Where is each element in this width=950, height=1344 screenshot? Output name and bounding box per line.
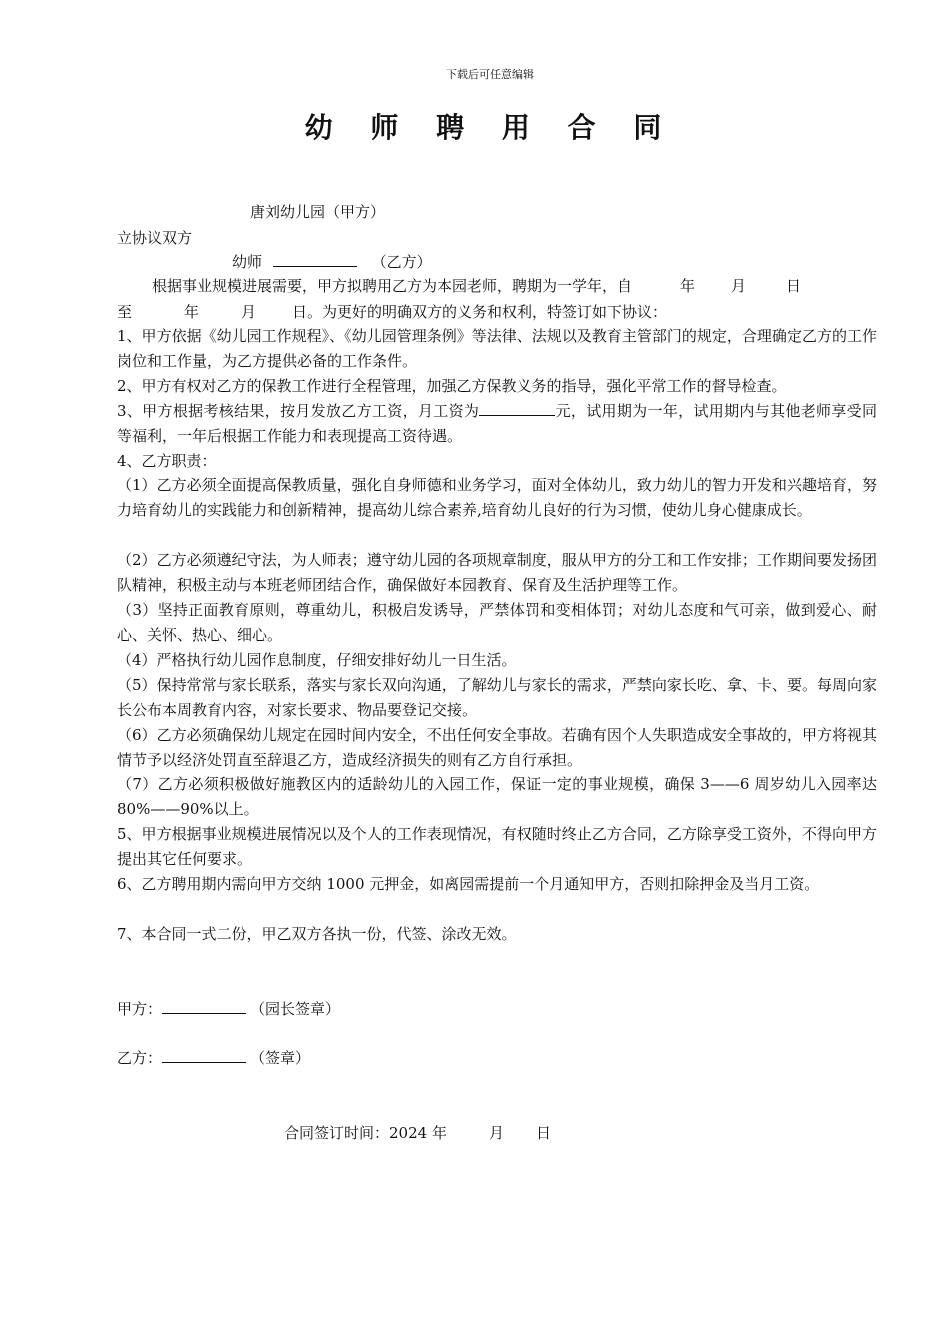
party-a-sign-note: （园长签章） [250, 1000, 341, 1018]
clause-4: 4、乙方职责： [117, 452, 217, 470]
parties-label: 立协议双方 [117, 229, 193, 247]
duty-4: （4）严格执行幼儿园作息制度，仔细安排好幼儿一日生活。 [117, 651, 517, 669]
party-b-prefix: 幼师 [232, 253, 263, 271]
signing-day-label: 日 [535, 1124, 551, 1142]
party-b-signature-blank[interactable] [162, 1047, 246, 1063]
duty-6: （6）乙方必须确保幼儿规定在园时间内安全，不出任何安全事故。若确有因个人失职造成安全事故的，甲方将视其情节予以经济处罚直至辞退乙方，造成经济损失的则有乙方自行承担。 [117, 726, 877, 769]
duty-1: （1）乙方必须全面提高保教质量，强化自身师德和业务学习，面对全体幼儿，致力幼儿的智力开发和兴趣培育，努力培育幼儿的实践能力和创新精神，提高幼儿综合素养,培育幼儿良好的行为习惯，使幼儿身心健康成长。 [117, 476, 877, 519]
clause-1: 1、甲方依据《幼儿园工作规程》、《幼儿园管理条例》等法律、法规以及教育主管部门的规定，合理确定乙方的工作岗位和工作量，为乙方提供必备的工作条件。 [117, 327, 877, 370]
party-b-suffix: （乙方） [371, 253, 432, 271]
signing-date-prefix: 合同签订时间：2024 年 [284, 1124, 447, 1142]
party-b-line [232, 251, 432, 272]
end-month-label: 月 [241, 303, 257, 321]
duty-2: （2）乙方必须遵纪守法，为人师表；遵守幼儿园的各项规章制度，服从甲方的分工和工作安排；工作期间要发扬团队精神，积极主动与本班老师团结合作，确保做好本园教育、保育及生活护理等工作。 [117, 551, 877, 594]
teacher-name-blank[interactable] [273, 251, 357, 267]
clause-6: 6、乙方聘用期内需向甲方交纳 1000 元押金，如离园需提前一个月通知甲方，否则扣除押金及当月工资。 [117, 875, 820, 893]
clause-2: 2、甲方有权对乙方的保教工作进行全程管理，加强乙方保教义务的指导，强化平常工作的督导检查。 [117, 377, 787, 395]
clause-5: 5、甲方根据事业规模进展情况以及个人的工作表现情况，有权随时终止乙方合同，乙方除享受工资外，不得向甲方提出其它任何要求。 [117, 825, 877, 868]
start-month-label: 月 [731, 277, 747, 295]
signature-party-a [117, 998, 340, 1019]
signing-date [284, 1123, 551, 1143]
party-a-line: 唐刘幼儿园（甲方） [250, 203, 386, 221]
contract-title: 幼 师 聘 用 合 同 [304, 111, 676, 144]
salary-blank[interactable] [479, 400, 555, 416]
intro-end-text: 日。为更好的明确双方的义务和权利，特签订如下协议： [292, 303, 668, 321]
signature-party-b [117, 1047, 310, 1068]
start-day-label: 日 [786, 277, 802, 295]
signing-month-label: 月 [488, 1124, 504, 1142]
clause-7: 7、本合同一式二份，甲乙双方各执一份，代签、涂改无效。 [117, 925, 517, 943]
header-note: 下载后可任意编辑 [446, 68, 534, 81]
intro-line-2 [117, 302, 667, 322]
clause-3-text-a: 3、甲方根据考核结果，按月发放乙方工资，月工资为 [117, 402, 480, 420]
party-b-sign-note: （签章） [250, 1049, 311, 1067]
duty-3: （3）坚持正面教育原则，尊重幼儿，积极启发诱导，严禁体罚和变相体罚；对幼儿态度和气可亲，做到爱心、耐心、关怀、热心、细心。 [117, 601, 877, 644]
clause-3 [117, 399, 877, 449]
start-year-label: 年 [680, 277, 696, 295]
intro-line-1 [152, 276, 801, 296]
to-label: 至 [117, 303, 133, 321]
duty-7: （7）乙方必须积极做好施教区内的适龄幼儿的入园工作，保证一定的事业规模，确保 3——6 周岁幼儿入园率达 80%——90%以上。 [117, 775, 877, 818]
party-a-sign-label: 甲方： [117, 1000, 163, 1018]
party-a-signature-blank[interactable] [162, 998, 246, 1014]
clause-3-text-b: 元，试用期为一年，试用期内与其他老师享受同等福利，一年后根据工作能力和表现提高工资待遇。 [117, 402, 877, 445]
end-year-label: 年 [184, 303, 200, 321]
duty-5: （5）保持常常与家长联系，落实与家长双向沟通，了解幼儿与家长的需求，严禁向家长吃、拿、卡、要。每周向家长公布本周教育内容，对家长要求、物品要登记交接。 [117, 676, 877, 719]
party-b-sign-label: 乙方： [117, 1049, 163, 1067]
intro-text: 根据事业规模进展需要，甲方拟聘用乙方为本园老师，聘期为一学年，自 [152, 277, 633, 295]
